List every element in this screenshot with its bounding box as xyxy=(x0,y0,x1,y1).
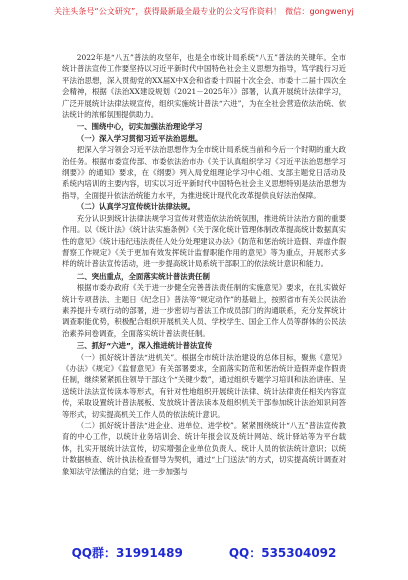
footer-qq-group: QQ群：31991489 xyxy=(71,545,183,560)
section-heading: 三、抓好“六进”，深入推进统计普法宣传 xyxy=(76,341,213,351)
body-paragraph: 充分认识到统计法律法规学习宣传对营造依法治统氛围，推进统计法治方面的重要作用。以《统计法》《统计法实施条例》《关于深化统计管理体制改革提高统计数据真实性的意见》《统计违纪违法责任人处分处理建议办法》《防范和惩治统计造假、弄虚作假督察工作规定》《关于更加有效发挥统计监督职能作用的意见》等为重点，开展形式多样的统计普法宣传活动，进一步提高统计局系统干部职工的依法统计意识和能力。 xyxy=(62,213,346,269)
body-paragraph: 2022年是“八五”普法的攻坚年，也是全市统计局系统“八五”普法的关键年。全市统计普法宣传工作要坚持以习近平新时代中国特色社会主义思想为指导，笃学践行习近平法治思想，深入贯彻党的XX届X中X会和省委十四届十次全会、市委十二届十四次全会精神，根据《法治XX建设规划（2021－2025年）》部署，认真开展统计法律学习，广泛开展统计法律法规宣传，组织实施统计普法“六进”，为在全社会营造依法治统、依法统计的浓郁氛围提供助力。 xyxy=(62,53,346,120)
body-paragraph: （一）抓好统计普法“进机关”。根据全市统计法治建设的总体目标，聚焦《意见》《办法》《规定》《监督意见》有关部署要求，全面落实防范和惩治统计造假弄虚作假责任制，继续紧紧抓住领导干部这个“关键少数”，通过组织专题学习培训和法治讲座、呈送统计法法宣传读本等形式，有针对性地组织开展统计法律、统计法律责任相关内容宣传，采取设置统计普法展板、发放统计普法读本及组织机关干部参加统计法治知识问答等形式，切实提高机关工作人员的依法统计意识。 xyxy=(62,352,346,419)
body-paragraph: 把深入学习领会习近平法治思想作为全市统计局系统当前和今后一个时期的重大政治任务。根据市委宣传部、市委依法治市办《关于认真组织学习《习近平法治思想学习纲要》》的通知》要求，在《纲要》列入局党组理论学习中心组、支部主题党日活动及系统内培训的主要内容，切实以习近平新时代中国特色社会主义思想特别是法治思想为指导，全面提升依法治统能力水平，为推进统计现代化改革提供良好法治保障。 xyxy=(62,145,346,200)
banner-wechat-text: 微信：gongwenyj xyxy=(285,6,354,16)
document-body xyxy=(62,52,346,477)
section-heading: 二、突出重点，全面落实统计普法责任制 xyxy=(76,271,210,281)
promo-banner xyxy=(0,0,408,22)
footer-qq-number: QQ：535304092 xyxy=(228,545,337,560)
subsection-heading: （二）认真学习宣传统计法律法规。 xyxy=(76,202,196,212)
banner-promo-text: 关注头条号“公文研究”，获得最新最全最专业的公文写作资料！ xyxy=(53,6,282,16)
body-paragraph: 根据市委办政府《关于进一步健全完善普法责任制的实施意见》要求，在扎实做好统计专项普法、主题日《纪念日》普法等“规定动作”的基础上，按照省市有关公民法治素养提升专项行动的部署，进一步密切与普法工作成员部门的沟通联系，充分发挥统计调查职能优势，积极配合组织开展机关人员、学校学生、国企工作人员等群体的公民法治素养问卷调查，全面落实统计普法责任制。 xyxy=(62,283,346,338)
section-heading: 一、围绕中心，切实加强法治理论学习 xyxy=(76,122,203,132)
body-paragraph: （二）抓好统计普法“进企业、进单位、进学校”。紧紧围绕统计“八五”普法宣传教育的中心工作，以统计业务培训会、统计年报会议及统计网站、统计驿站等为平台载体，扎实开展统计法宣传，切实增强企业单位负责人、统计人员的依法统计意识；以统计数据核查、统计执法检查督导为契机，通过“上门送法”的方式，切实提高统计调查对象知法守法懂法的自觉；进一步加强与 xyxy=(62,421,346,476)
subsection-heading: （一）深入学习贯彻习近平法治思想。 xyxy=(76,133,203,143)
contact-footer xyxy=(0,540,408,564)
